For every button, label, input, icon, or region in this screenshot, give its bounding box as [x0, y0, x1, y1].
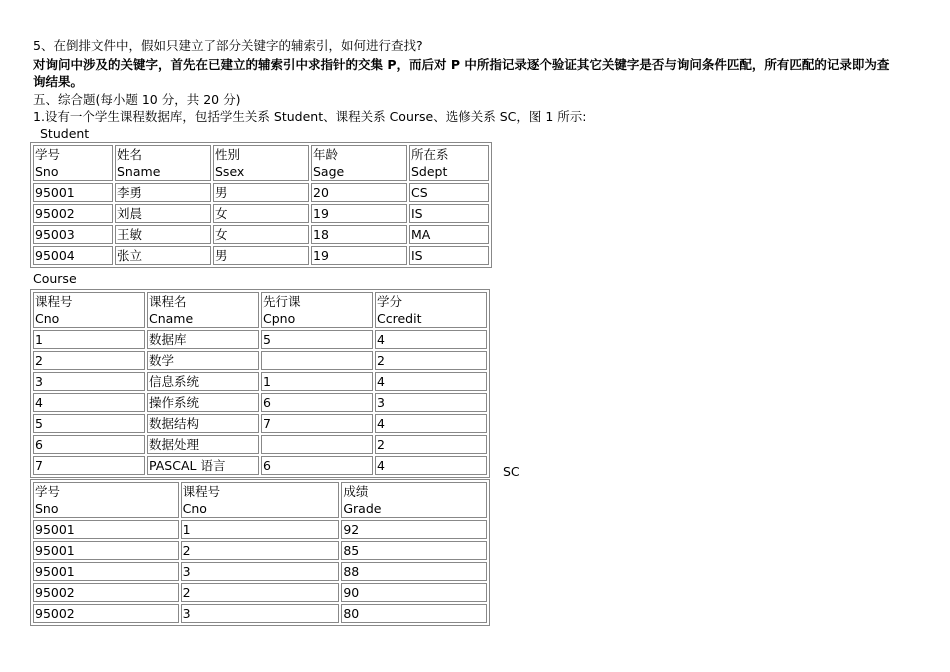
- course-cell: 4: [375, 330, 487, 349]
- sc-cell: 92: [341, 520, 487, 539]
- sc-cell: 95001: [33, 520, 179, 539]
- course-cell: [261, 351, 373, 370]
- student-cell: 18: [311, 225, 407, 244]
- sc-table: [30, 479, 490, 626]
- course-cell: 数学: [147, 351, 259, 370]
- course-cell: 4: [375, 372, 487, 391]
- student-header-sage: 年龄 Sage: [311, 145, 407, 181]
- student-cell: 男: [213, 183, 309, 202]
- student-cell: 95001: [33, 183, 113, 202]
- table-row: [33, 583, 487, 602]
- course-cell: 数据库: [147, 330, 259, 349]
- student-header-ssex: 性别 Ssex: [213, 145, 309, 181]
- course-cell: 4: [33, 393, 145, 412]
- sc-cell: 2: [181, 583, 340, 602]
- course-cell: 1: [33, 330, 145, 349]
- table-row: [33, 520, 487, 539]
- student-cell: 王敏: [115, 225, 211, 244]
- student-table: [30, 142, 492, 268]
- course-header-cname: 课程名 Cname: [147, 292, 259, 328]
- student-cell: 95004: [33, 246, 113, 265]
- table-row: [33, 393, 487, 412]
- course-cell: 3: [375, 393, 487, 412]
- sc-header-sno: 学号 Sno: [33, 482, 179, 518]
- course-cell: 6: [33, 435, 145, 454]
- course-cell: 6: [261, 456, 373, 475]
- sc-header-row: [33, 482, 487, 518]
- table-row: [33, 183, 489, 202]
- course-cell: 6: [261, 393, 373, 412]
- question-1-intro: 1.设有一个学生课程数据库，包括学生关系 Student、课程关系 Course、选修关系 SC，图 1 所示:: [33, 109, 587, 124]
- table-row: [33, 456, 487, 475]
- course-cell: 操作系统: [147, 393, 259, 412]
- student-table-label: Student: [40, 126, 90, 141]
- sc-cell: 1: [181, 520, 340, 539]
- sc-cell: 95001: [33, 541, 179, 560]
- section-5-heading: 五、综合题(每小题 10 分，共 20 分): [33, 92, 241, 107]
- student-header-row: [33, 145, 489, 181]
- student-cell: 19: [311, 246, 407, 265]
- course-cell: 2: [375, 351, 487, 370]
- course-header-row: [33, 292, 487, 328]
- course-cell: 数据处理: [147, 435, 259, 454]
- question-5-answer-line2: 询结果。: [33, 74, 84, 89]
- course-cell: 2: [33, 351, 145, 370]
- student-cell: 张立: [115, 246, 211, 265]
- course-cell: 4: [375, 456, 487, 475]
- question-5-title: 5、在倒排文件中，假如只建立了部分关键字的辅索引，如何进行查找?: [33, 38, 423, 53]
- course-cell: [261, 435, 373, 454]
- course-cell: 3: [33, 372, 145, 391]
- sc-cell: 88: [341, 562, 487, 581]
- student-cell: 刘晨: [115, 204, 211, 223]
- sc-header-cno: 课程号 Cno: [181, 482, 340, 518]
- student-cell: 95002: [33, 204, 113, 223]
- course-cell: PASCAL 语言: [147, 456, 259, 475]
- table-row: [33, 604, 487, 623]
- course-cell: 7: [33, 456, 145, 475]
- sc-cell: 95002: [33, 583, 179, 602]
- student-cell: 女: [213, 225, 309, 244]
- student-cell: 19: [311, 204, 407, 223]
- student-cell: IS: [409, 246, 489, 265]
- sc-cell: 2: [181, 541, 340, 560]
- course-cell: 5: [33, 414, 145, 433]
- course-header-cno: 课程号 Cno: [33, 292, 145, 328]
- table-row: [33, 204, 489, 223]
- sc-cell: 3: [181, 562, 340, 581]
- table-row: [33, 435, 487, 454]
- student-cell: MA: [409, 225, 489, 244]
- course-header-cpno: 先行课 Cpno: [261, 292, 373, 328]
- sc-cell: 90: [341, 583, 487, 602]
- table-row: [33, 562, 487, 581]
- course-cell: 5: [261, 330, 373, 349]
- student-cell: 95003: [33, 225, 113, 244]
- course-table: [30, 289, 490, 478]
- course-table-label: Course: [33, 271, 77, 286]
- student-header-sno: 学号 Sno: [33, 145, 113, 181]
- sc-cell: 95002: [33, 604, 179, 623]
- student-header-sdept: 所在系 Sdept: [409, 145, 489, 181]
- sc-cell: 95001: [33, 562, 179, 581]
- question-5-answer-line1: 对询问中涉及的关键字，首先在已建立的辅索引中求指针的交集 P，而后对 P 中所指记录逐个验证其它关键字是否与询问条件匹配，所有匹配的记录即为查: [33, 57, 890, 72]
- table-row: [33, 372, 487, 391]
- student-cell: 男: [213, 246, 309, 265]
- table-row: [33, 246, 489, 265]
- sc-header-grade: 成绩 Grade: [341, 482, 487, 518]
- course-cell: 信息系统: [147, 372, 259, 391]
- student-cell: 李勇: [115, 183, 211, 202]
- table-row: [33, 541, 487, 560]
- course-header-ccredit: 学分 Ccredit: [375, 292, 487, 328]
- student-header-sname: 姓名 Sname: [115, 145, 211, 181]
- student-cell: IS: [409, 204, 489, 223]
- table-row: [33, 351, 487, 370]
- course-cell: 1: [261, 372, 373, 391]
- sc-cell: 3: [181, 604, 340, 623]
- student-cell: 女: [213, 204, 309, 223]
- student-cell: 20: [311, 183, 407, 202]
- table-row: [33, 225, 489, 244]
- course-cell: 4: [375, 414, 487, 433]
- sc-cell: 85: [341, 541, 487, 560]
- table-row: [33, 330, 487, 349]
- student-cell: CS: [409, 183, 489, 202]
- course-cell: 2: [375, 435, 487, 454]
- sc-cell: 80: [341, 604, 487, 623]
- course-cell: 7: [261, 414, 373, 433]
- table-row: [33, 414, 487, 433]
- course-cell: 数据结构: [147, 414, 259, 433]
- sc-table-label: SC: [503, 464, 520, 479]
